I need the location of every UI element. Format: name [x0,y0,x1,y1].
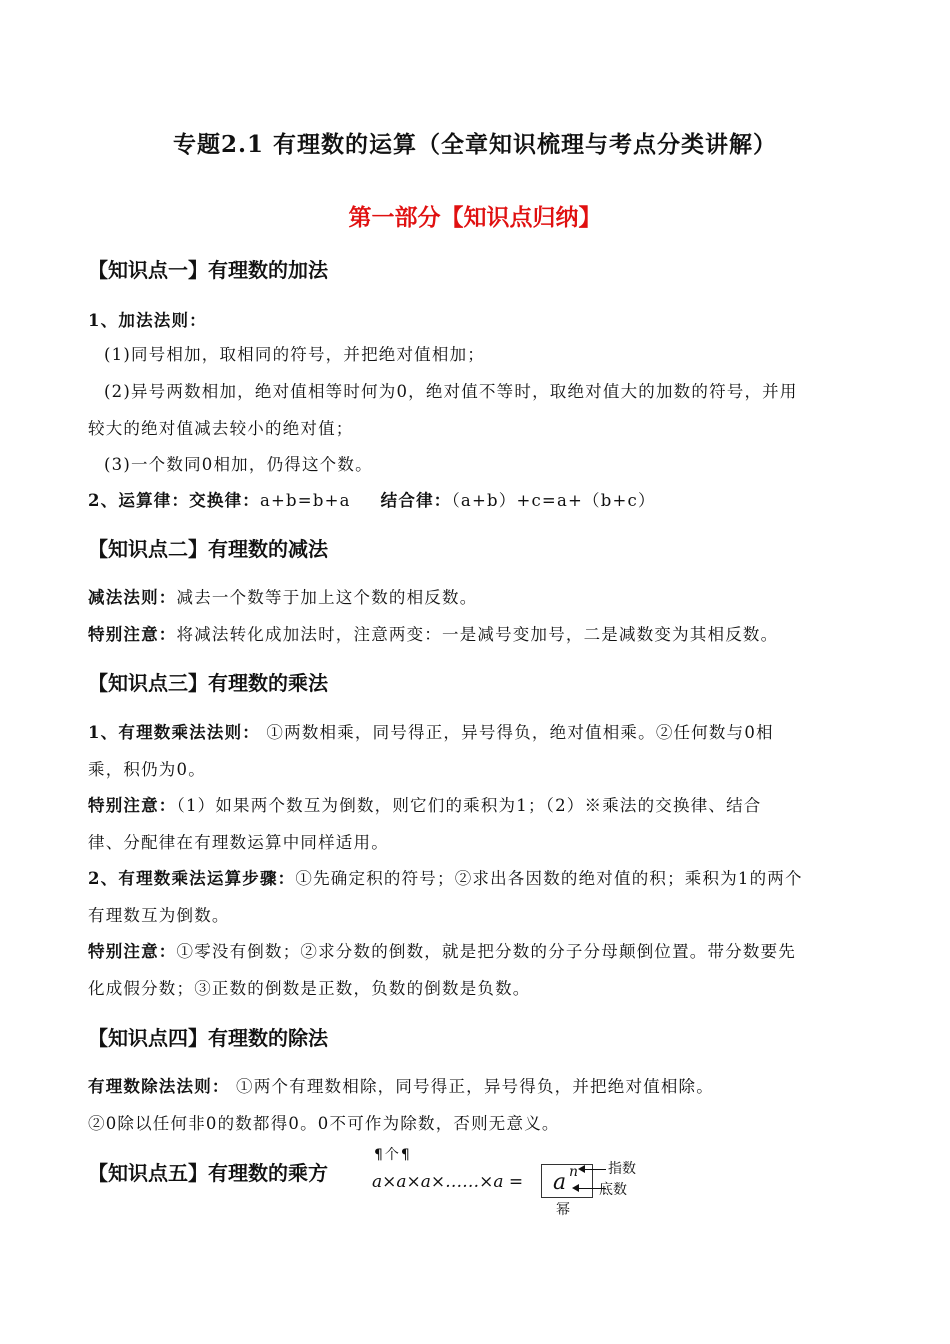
k3-note1 [88,792,762,816]
k2-note [88,621,778,645]
k3-note2-label: 特别注意： [88,942,177,961]
section-heading-k1: 【知识点一】有理数的加法 [88,258,328,282]
k3-rule-label: 1、有理数乘法法则： [88,723,260,742]
base-arrow-icon [572,1184,579,1192]
formula-garbled-glyphs: ¶个¶ [374,1147,412,1163]
section-heading-k5: 【知识点五】有理数的乘方 [88,1161,328,1185]
k3-rule [88,719,774,743]
k1-item-3: (3)一个数同0相加，仍得这个数。 [104,455,373,474]
document-title: 专题2.1 有理数的运算（全章知识梳理与考点分类讲解） [172,131,778,158]
k1-rule-label: 1、加法法则： [88,311,207,330]
k3-note2-text-a: ①零没有倒数；②求分数的倒数，就是把分数的分子分母颠倒位置。带分数要先 [176,942,796,961]
part-title: 第一部分【知识点归纳】 [348,204,602,231]
k2-rule-text: 减去一个数等于加上这个数的相反数。 [176,588,478,607]
section-heading-k2: 【知识点二】有理数的减法 [88,537,328,561]
k3-rule-text-a: ①两数相乘，同号得正，异号得负，绝对值相乘。②任何数与0相 [259,723,774,742]
k2-rule [88,584,477,608]
exponent-arrow-icon [578,1165,585,1173]
label-power: 幂 [556,1202,570,1218]
k3-note1-label: 特别注意： [88,796,177,815]
k1-law-comm: a+b=b+a [259,491,351,510]
k2-note-label: 特别注意： [88,625,177,644]
k3-note1-text-b: 律、分配律在有理数运算中同样适用。 [88,833,389,852]
label-base: 底数 [599,1182,627,1198]
k3-note2-text-b: 化成假分数；③正数的倒数是正数，负数的倒数是负数。 [88,979,531,998]
k1-item-1: (1)同号相加，取相同的符号，并把绝对值相加； [104,345,485,364]
k4-rule-text-a: ①两个有理数相除，同号得正，异号得负，并把绝对值相除。 [229,1077,714,1096]
k3-step-text-a: ①先确定积的符号；②求出各因数的绝对值的积；乘积为1的两个 [295,869,803,888]
k1-item-2b: 较大的绝对值减去较小的绝对值； [88,419,354,438]
k4-rule-label: 有理数除法法则： [88,1077,230,1096]
k3-rule-text-b: 乘，积仍为0。 [88,760,206,779]
k1-law-label: 2、运算律：交换律： [88,491,260,510]
label-exponent: 指数 [608,1161,636,1177]
k1-item-2a: (2)异号两数相加，绝对值相等时何为0，绝对值不等时，取绝对值大的加数的符号，并用 [104,382,798,401]
k4-rule [88,1073,714,1097]
exponent-arrow-line [584,1169,606,1170]
k3-note2 [88,938,796,962]
k3-step-label: 2、有理数乘法运算步骤： [88,869,296,888]
k3-note1-text-a: （1）如果两个数互为倒数，则它们的乘积为1；（2）※乘法的交换律、结合 [176,796,762,815]
k3-step-text-b: 有理数互为倒数。 [88,906,230,925]
k1-laws [88,487,656,511]
section-heading-k3: 【知识点三】有理数的乘法 [88,671,328,695]
power-formula-figure [372,1148,672,1218]
k4-rule-text-b: ②0除以任何非0的数都得0。0不可作为除数，否则无意义。 [88,1114,560,1133]
section-heading-k4: 【知识点四】有理数的除法 [88,1026,328,1050]
power-exponent: n [569,1164,579,1180]
k3-steps [88,865,803,889]
power-base: a [553,1170,567,1195]
k2-rule-label: 减法法则： [88,588,177,607]
k1-law-assoc-label: 结合律： [380,491,452,510]
k2-note-text: 将减法转化成加法时，注意两变：一是减号变加号，二是减数变为其相反数。 [176,625,779,644]
power-expression: a×a×a×……×a = [372,1172,524,1192]
k1-law-assoc: （a+b）+c=a+（b+c） [451,491,656,510]
